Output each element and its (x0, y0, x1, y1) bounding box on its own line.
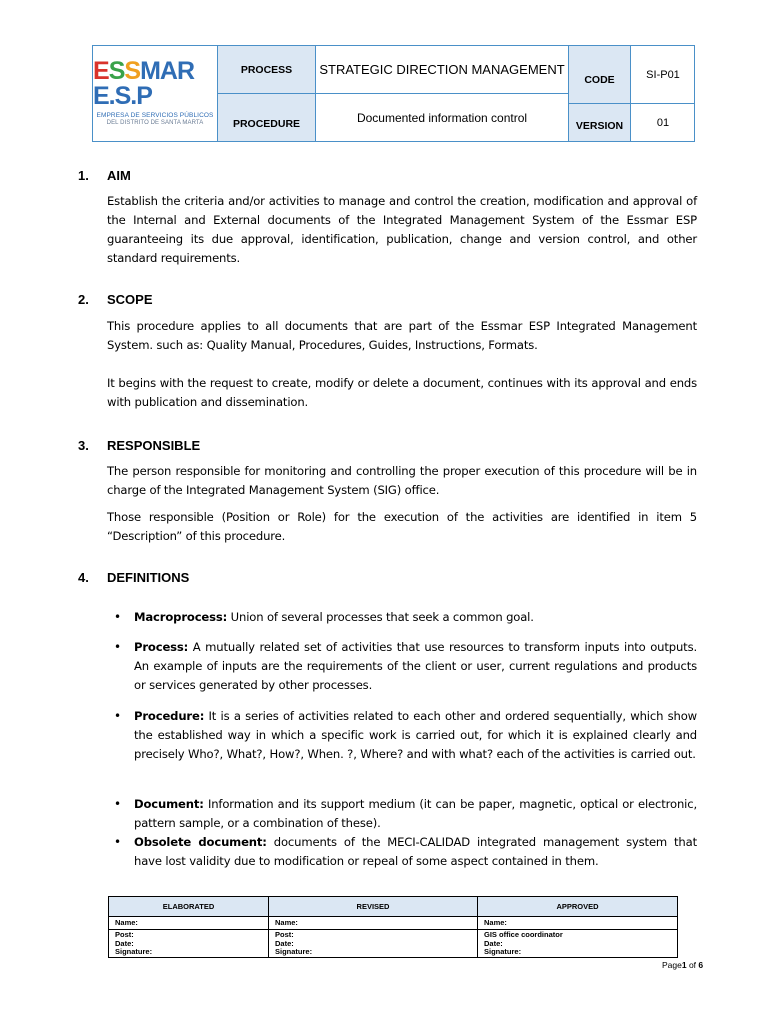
definition-text: Union of several processes that seek a common goal. (227, 610, 534, 624)
signature-field: Signature: (275, 947, 313, 956)
list-item (112, 638, 697, 695)
section-number: 2. (78, 292, 89, 307)
signature-field: Signature: (484, 947, 522, 956)
definition-term: Process: (134, 640, 189, 654)
signature-column-revised (269, 897, 478, 957)
list-item (112, 833, 697, 871)
version-value: 01 (656, 116, 670, 129)
definition-text: Information and its support medium (it can be paper, magnetic, optical or electronic, pattern sample, or a combination of these). (134, 797, 697, 830)
procedure-label: PROCEDURE (218, 94, 316, 141)
scope-paragraph-2: It begins with the request to create, modify or delete a document, continues with its approval and ends with publication and dissemination. (107, 376, 697, 409)
list-item (112, 707, 697, 764)
definition-text: documents of the MECI-CALIDAD integrated management system that have lost validity due to modification or repeal of some aspect contained in them. (134, 835, 697, 868)
post-field: GIS office coordinator (484, 930, 563, 939)
definition-text: A mutually related set of activities that use resources to transform inputs into outputs. An example of inputs are the requirements of the client or user, current regulations and products or services generated by other processes. (134, 640, 697, 692)
details-field (269, 930, 477, 957)
details-field (478, 930, 677, 957)
date-field: Date: (115, 938, 134, 948)
column-header: APPROVED (478, 897, 677, 917)
responsible-paragraph-2: Those responsible (Position or Role) for the execution of the activities are identified in item 5 “Description” of this procedure. (107, 510, 697, 543)
section-number: 3. (78, 438, 89, 453)
signature-field: Signature: (115, 947, 153, 956)
date-field: Date: (275, 938, 294, 948)
list-item (112, 608, 697, 627)
signature-table (108, 896, 678, 958)
definition-text: It is a series of activities related to each other and ordered sequentially, which show the established way in which a specific work is carried out, for which it is explained clearly and precisely Who?, What?, How?, When. ?, Where? and with what? each of the activities is carried out. (134, 709, 697, 761)
section-title: AIM (107, 168, 131, 183)
version-label: VERSION (569, 104, 631, 141)
bullet-icon: • (114, 709, 121, 723)
definition-term: Obsolete document: (134, 835, 267, 849)
column-header: ELABORATED (109, 897, 268, 917)
process-label: PROCESS (218, 46, 316, 94)
page-number (662, 960, 703, 970)
page-word: Page (662, 960, 682, 970)
responsible-paragraph-1: The person responsible for monitoring and controlling the proper execution of this procedure will be in charge of the Integrated Management System (SIG) office. (107, 464, 697, 497)
definition-term: Document: (134, 797, 204, 811)
name-field: Name: (269, 917, 477, 930)
name-field: Name: (109, 917, 268, 930)
procedure-value: Documented information control (316, 94, 569, 141)
section-number: 4. (78, 570, 89, 585)
section-heading-scope (78, 292, 153, 307)
scope-paragraph-1: This procedure applies to all documents that are part of the Essmar ESP Integrated Management System. such as: Quality Manual, Procedures, Guides, Instructions, Formats. (107, 319, 697, 352)
logo-line-1: EMPRESA DE SERVICIOS PÚBLICOS (96, 112, 214, 120)
details-field (109, 930, 268, 957)
bullet-icon: • (114, 835, 121, 849)
section-title: RESPONSIBLE (107, 438, 201, 453)
document-header-table (92, 45, 695, 142)
logo-wordmark: ESSMAR E.S.P (93, 57, 194, 111)
signature-column-elaborated (109, 897, 269, 957)
aim-paragraph: Establish the criteria and/or activities to manage and control the creation, modification and approval of the Internal and External documents of the Integrated Management System of the Essmar ESP guaranteeing its due approval, identification, publication, change and version control, and other standard requirements. (107, 194, 697, 265)
section-heading-definitions (78, 570, 189, 585)
section-title: SCOPE (107, 292, 153, 307)
code-label: CODE (569, 46, 631, 104)
definition-term: Macroprocess: (134, 610, 228, 624)
date-field: Date: (484, 938, 503, 948)
logo-subtitle (97, 112, 214, 128)
section-title: DEFINITIONS (107, 570, 190, 585)
current-page: 1 (681, 960, 687, 970)
post-field: Post: (115, 930, 134, 939)
section-heading-aim (78, 168, 131, 183)
section-number: 1. (78, 168, 89, 183)
of-word: of (686, 960, 699, 970)
definition-term: Procedure: (134, 709, 205, 723)
name-field: Name: (478, 917, 677, 930)
signature-column-approved (478, 897, 677, 957)
bullet-icon: • (114, 797, 121, 811)
list-item (112, 795, 697, 833)
code-value: SI-P01 (631, 46, 695, 104)
total-pages: 6 (698, 960, 704, 970)
company-logo (93, 46, 218, 141)
column-header: REVISED (269, 897, 477, 917)
logo-line-2: DEL DISTRITO DE SANTA MARTA (106, 120, 204, 127)
post-field: Post: (275, 930, 294, 939)
section-heading-responsible (78, 438, 200, 453)
bullet-icon: • (114, 640, 121, 654)
process-value: STRATEGIC DIRECTION MANAGEMENT (316, 46, 569, 94)
bullet-icon: • (114, 610, 121, 624)
